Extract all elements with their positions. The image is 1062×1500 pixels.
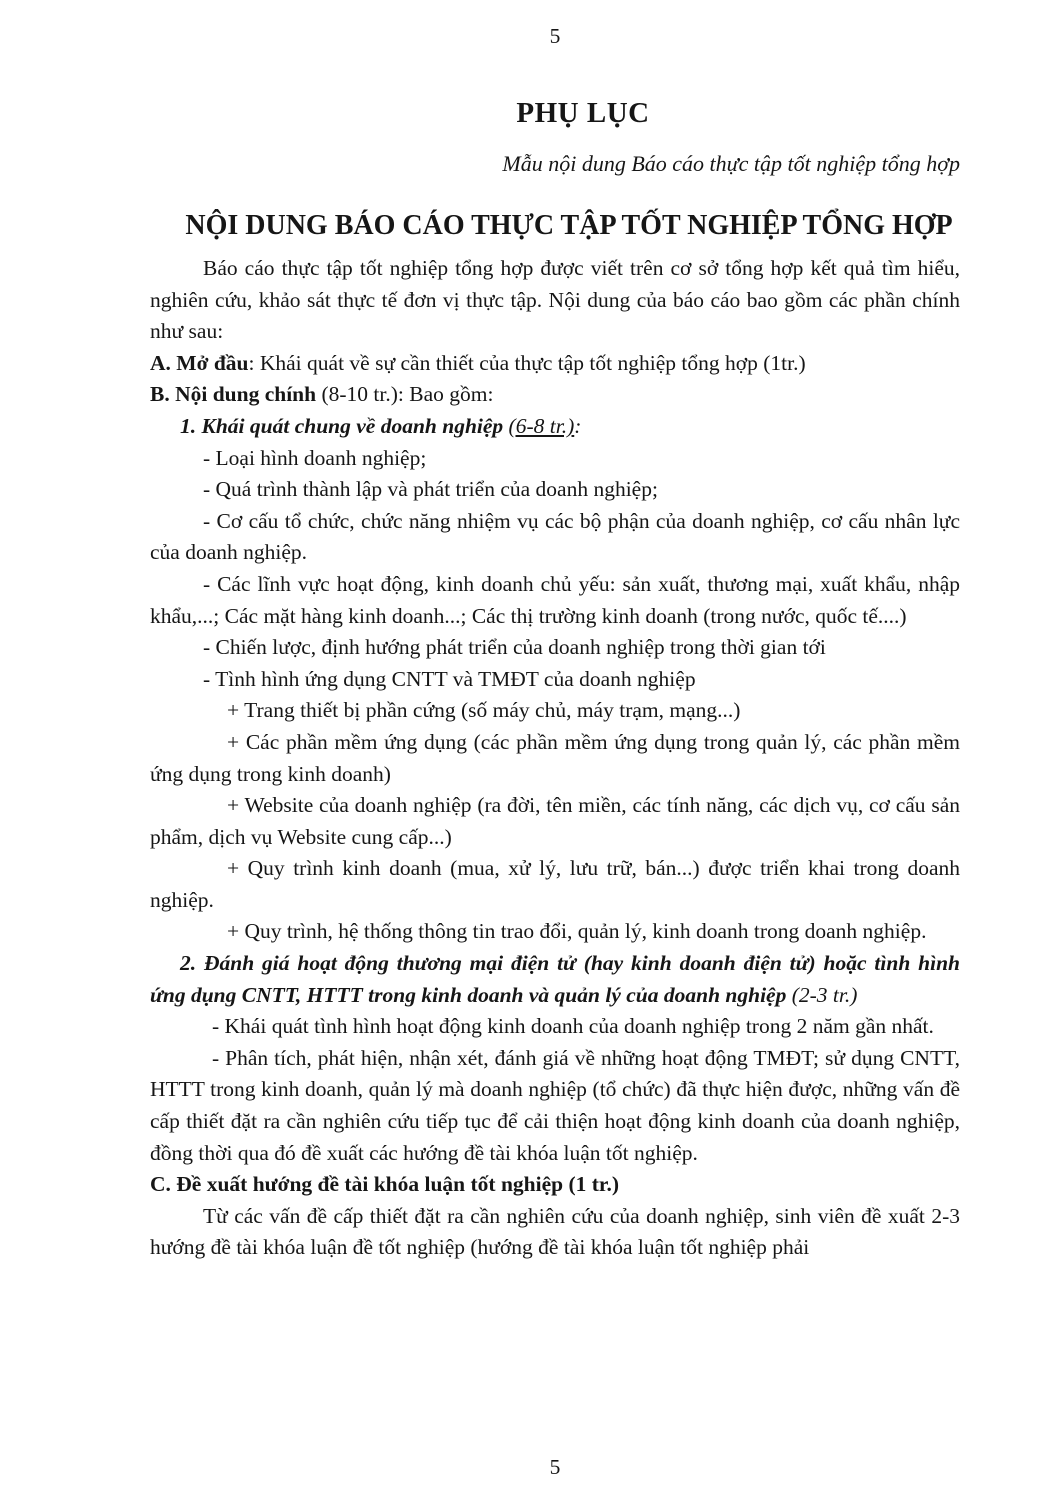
appendix-subtitle: Mẫu nội dung Báo cáo thực tập tốt nghiệp tổng hợp (502, 151, 960, 176)
page-number-top: 5 (549, 24, 561, 48)
section-a-heading (150, 348, 960, 380)
list-item: + Website của doanh nghiệp (ra đời, tên miền, các tính năng, các dịch vụ, cơ cấu sản phẩm, dịch vụ Website cung cấp...) (150, 793, 960, 849)
list-item: - Các lĩnh vực hoạt động, kinh doanh chủ yếu: sản xuất, thương mại, xuất khẩu, nhập khẩu,...; Các mặt hàng kinh doanh...; Các thị trường kinh doanh (trong nước, quốc tế....) (150, 571, 960, 628)
list-item: - Loại hình doanh nghiệp; (203, 445, 427, 470)
section-c-heading (150, 1169, 960, 1201)
subsection-1-pages: (6-8 tr.) (508, 413, 575, 438)
list-item: + Trang thiết bị phần cứng (số máy chủ, máy trạm, mạng...) (227, 698, 741, 723)
subsection-1-colon: : (574, 413, 582, 438)
subsection-2-title: 2. Đánh giá hoạt động thương mại điện tử (hay kinh doanh điện tử) hoặc tình hình ứng dụng CNTT, HTTT trong kinh doanh và quản lý của doanh nghiệp (150, 951, 960, 1007)
section-b-heading (150, 379, 960, 411)
section-c-label: C. Đề xuất hướng đề tài khóa luận tốt nghiệp (1 tr.) (150, 1172, 620, 1197)
intro-paragraph: Báo cáo thực tập tốt nghiệp tổng hợp được viết trên cơ sở tổng hợp kết quả tìm hiểu, nghiên cứu, khảo sát thực tế đơn vị thực tập. Nội dung của báo cáo bao gồm các phần chính như sau: (150, 256, 960, 344)
list-item: - Quá trình thành lập và phát triển của doanh nghiệp; (203, 477, 658, 502)
appendix-title: PHỤ LỤC (516, 97, 650, 129)
list-item: - Tình hình ứng dụng CNTT và TMĐT của doanh nghiệp (203, 666, 696, 691)
list-item: - Phân tích, phát hiện, nhận xét, đánh giá về những hoạt động TMĐT; sử dụng CNTT, HTTT trong kinh doanh, quản lý mà doanh nghiệp (tổ chức) đã thực hiện được, những vấn đề cấp thiết đặt ra cần nghiên cứu tiếp tục để cải thiện hoạt động kinh doanh của doanh nghiệp, đồng thời qua đó đề xuất các hướng đề tài khóa luận tốt nghiệp. (150, 1045, 960, 1165)
section-b-text: (8-10 tr.): Bao gồm: (316, 382, 494, 407)
section-a-text: : Khái quát về sự cần thiết của thực tập tốt nghiệp tổng hợp (1tr.) (248, 350, 806, 375)
subsection-2-pages: (2-3 tr.) (791, 982, 858, 1007)
page-number-bottom: 5 (549, 1455, 561, 1479)
document-body (150, 253, 960, 1264)
subsection-1-title: 1. Khái quát chung về doanh nghiệp (180, 413, 509, 438)
list-item: + Quy trình, hệ thống thông tin trao đổi, quản lý, kinh doanh trong doanh nghiệp. (227, 919, 927, 944)
list-item: - Chiến lược, định hướng phát triển của doanh nghiệp trong thời gian tới (203, 635, 826, 660)
section-b-label: B. Nội dung chính (150, 382, 317, 407)
section-a-label: A. Mở đầu (150, 350, 249, 375)
closing-paragraph: Từ các vấn đề cấp thiết đặt ra cần nghiên cứu của doanh nghiệp, sinh viên đề xuất 2-3 hướng đề tài khóa luận đề tốt nghiệp (hướng đề tài khóa luận tốt nghiệp phải (150, 1203, 960, 1260)
list-item: + Các phần mềm ứng dụng (các phần mềm ứng dụng trong quản lý, các phần mềm ứng dụng trong kinh doanh) (150, 729, 960, 786)
subsection-1-heading (150, 411, 960, 443)
report-content-heading: NỘI DUNG BÁO CÁO THỰC TẬP TỐT NGHIỆP TỔNG HỢP (185, 210, 953, 241)
list-item: + Quy trình kinh doanh (mua, xử lý, lưu trữ, bán...) được triển khai trong doanh nghiệp. (150, 856, 960, 912)
subsection-2-heading (150, 948, 960, 1011)
list-item: - Cơ cấu tổ chức, chức năng nhiệm vụ các bộ phận của doanh nghiệp, cơ cấu nhân lực của doanh nghiệp. (150, 508, 960, 565)
list-item: - Khái quát tình hình hoạt động kinh doanh của doanh nghiệp trong 2 năm gần nhất. (212, 1014, 934, 1039)
